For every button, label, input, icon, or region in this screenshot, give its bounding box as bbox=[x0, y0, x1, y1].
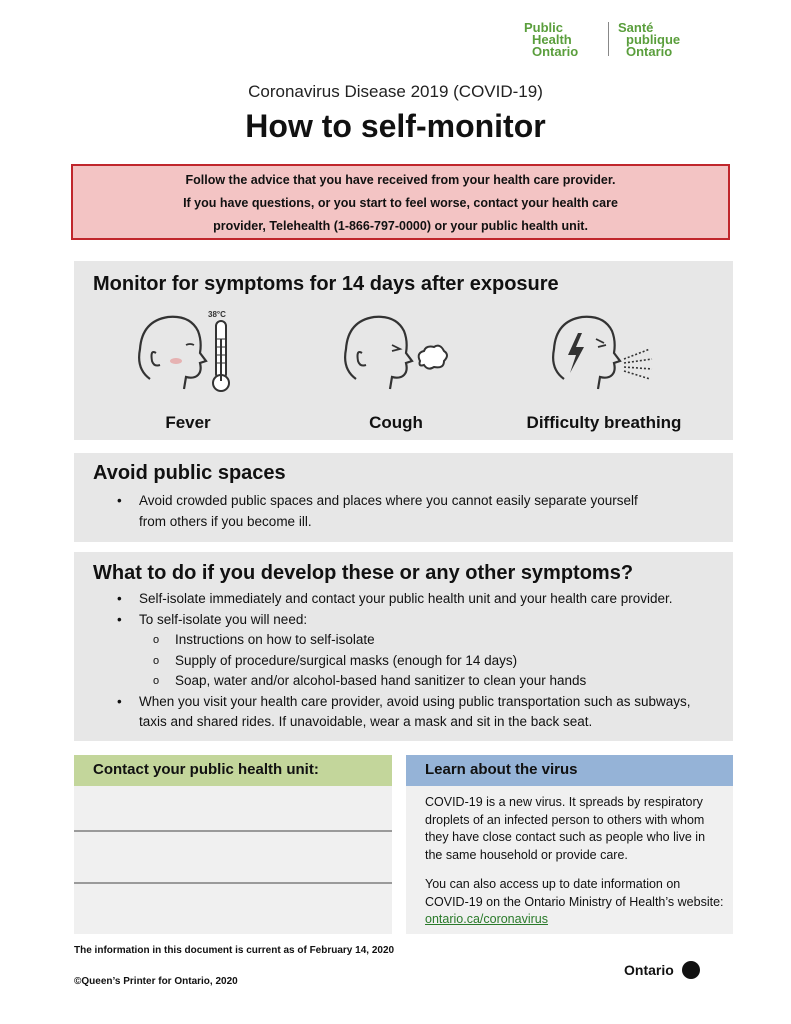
contact-write-line bbox=[74, 830, 392, 832]
symptom-label-fever: Fever bbox=[165, 413, 211, 432]
advice-alert-box bbox=[71, 164, 730, 240]
monitor-heading: Monitor for symptoms for 14 days after exposure bbox=[93, 273, 559, 295]
bullet-icon: • bbox=[117, 693, 122, 709]
list-item bbox=[93, 692, 723, 733]
learn-heading: Learn about the virus bbox=[425, 761, 578, 778]
contact-write-line bbox=[74, 882, 392, 884]
logo-divider bbox=[608, 22, 609, 56]
difficulty-breathing-icon bbox=[544, 309, 664, 399]
list-item bbox=[93, 589, 723, 610]
avoid-list bbox=[93, 491, 653, 532]
monitor-symptoms-panel bbox=[74, 261, 733, 440]
logo-en-line-1: Public bbox=[524, 20, 564, 35]
learn-paragraph-2-text: You can also access up to date information on COVID-19 on the Ontario Ministry of Health’s website: bbox=[425, 877, 724, 909]
sub-list-item bbox=[139, 671, 723, 692]
what-to-do-panel bbox=[74, 552, 733, 741]
sub-item-text: Supply of procedure/surgical masks (enough for 14 days) bbox=[175, 652, 518, 668]
ontario-trillium-logo-icon bbox=[682, 961, 700, 979]
sub-item-text: Instructions on how to self-isolate bbox=[175, 632, 375, 647]
sub-item-text: Soap, water and/or alcohol-based hand sanitizer to clean your hands bbox=[175, 673, 587, 688]
list-item bbox=[93, 610, 723, 692]
sub-list-item bbox=[139, 651, 723, 672]
learn-paragraph-1: COVID-19 is a new virus. It spreads by respiratory droplets of an infected person to others with whom they have close contact such as people who live in the same household or provide care. bbox=[425, 795, 706, 862]
fever-icon bbox=[128, 309, 248, 399]
document-subtitle: Coronavirus Disease 2019 (COVID-19) bbox=[248, 82, 543, 101]
list-item bbox=[93, 491, 653, 532]
what-to-do-list bbox=[93, 589, 723, 733]
alert-line-2: If you have questions, or you start to feel worse, contact your health care bbox=[183, 196, 618, 210]
what-to-do-heading: What to do if you develop these or any other symptoms? bbox=[93, 562, 634, 584]
alert-line-3: provider, Telehealth (1-866-797-0000) or your public health unit. bbox=[213, 219, 588, 233]
logo-fr-line-3: Ontario bbox=[626, 44, 673, 59]
symptom-label-difficulty-breathing: Difficulty breathing bbox=[526, 413, 682, 432]
circle-bullet-icon: o bbox=[153, 675, 160, 687]
symptom-label-cough: Cough bbox=[369, 413, 423, 432]
thermometer-label: 38°C bbox=[208, 310, 226, 319]
self-isolate-needs-list bbox=[139, 630, 723, 692]
contact-heading: Contact your public health unit: bbox=[93, 761, 319, 778]
learn-about-virus-box bbox=[406, 786, 733, 934]
what-to-do-bullet-2: To self-isolate you will need: bbox=[139, 611, 308, 627]
learn-header bbox=[406, 755, 733, 786]
contact-header bbox=[74, 755, 392, 786]
logo-french bbox=[618, 22, 698, 58]
avoid-bullet-text: Avoid crowded public spaces and places where you cannot easily separate yourself from others if you become ill. bbox=[139, 493, 638, 529]
copyright-note: ©Queen’s Printer for Ontario, 2020 bbox=[74, 976, 238, 987]
circle-bullet-icon: o bbox=[153, 654, 160, 667]
ontario-coronavirus-link[interactable]: ontario.ca/coronavirus bbox=[425, 912, 548, 926]
contact-fill-in-box[interactable] bbox=[74, 786, 392, 934]
sub-list-item bbox=[139, 630, 723, 651]
cough-icon bbox=[336, 309, 456, 399]
logo-fr-line-2: publique bbox=[626, 32, 681, 47]
current-as-of-note: The information in this document is current as of February 14, 2020 bbox=[74, 945, 395, 956]
logo-en-line-2: Health bbox=[532, 32, 572, 47]
what-to-do-bullet-3: When you visit your health care provider, avoid using public transportation such as subways, taxis and shared rides. If unavoidable, wear a mask and sit in the back seat. bbox=[139, 693, 691, 729]
document-title: How to self-monitor bbox=[245, 108, 546, 144]
what-to-do-bullet-1: Self-isolate immediately and contact your public health unit and your health care provider. bbox=[139, 591, 673, 606]
avoid-public-spaces-panel bbox=[74, 453, 733, 542]
ontario-wordmark: Ontario bbox=[624, 962, 674, 978]
logo-fr-line-1: Santé bbox=[618, 20, 654, 35]
public-health-ontario-logo bbox=[524, 22, 704, 62]
bullet-icon: • bbox=[117, 493, 122, 508]
bullet-icon: • bbox=[117, 611, 122, 627]
logo-en-line-3: Ontario bbox=[532, 44, 579, 59]
circle-bullet-icon: o bbox=[153, 634, 160, 646]
avoid-heading: Avoid public spaces bbox=[93, 462, 286, 484]
logo-english bbox=[524, 22, 600, 58]
alert-line-1: Follow the advice that you have received from your health care provider. bbox=[185, 173, 616, 187]
learn-paragraph-2 bbox=[425, 876, 725, 929]
bullet-icon: • bbox=[117, 591, 122, 606]
